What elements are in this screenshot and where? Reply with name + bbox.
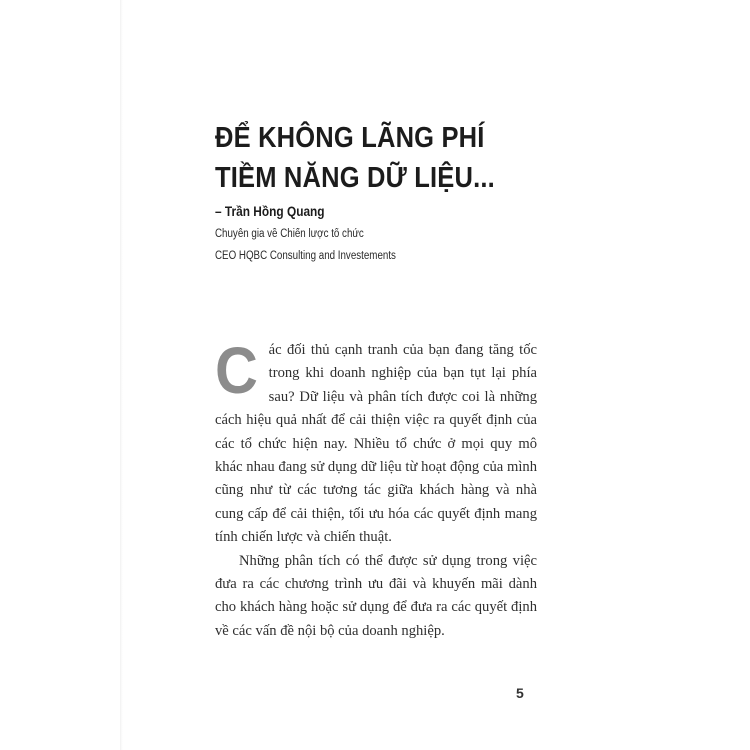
paragraph-1 — [215, 333, 537, 550]
author-name: – Trần Hồng Quang — [215, 204, 325, 219]
paragraph-2: Những phân tích có thể được sử dụng trong việc đưa ra các chương trình ưu đãi và khuyến mãi dành cho khách hàng hoặc sử dụng để đưa ra các quyết định về các vấn đề nội bộ của doanh nghiệp. — [215, 552, 537, 639]
page-number: 5 — [516, 685, 524, 701]
paragraph-1-text: ác đối thủ cạnh tranh của bạn đang tăng tốc trong khi doanh nghiệp của bạn tụt lại phía sau? Dữ liệu và phân tích được coi là những cách hiệu quả nhất để cải thiện việc ra quyết định của các tổ chức hiện nay. Nhiều tổ chức ở mọi quy mô khác nhau đang sử dụng dữ liệu từ hoạt động của mình cũng như từ các tương tác giữa khách hàng và nhà cung cấp để cải thiện, tối ưu hóa các quyết định mang tính chiến lược và chiến thuật. — [215, 342, 537, 546]
chapter-title-line-2: TIỀM NĂNG DỮ LIỆU... — [215, 162, 495, 194]
chapter-title-line-1: ĐỂ KHÔNG LÃNG PHÍ — [215, 122, 485, 154]
page-fold-shadow — [120, 0, 123, 750]
author-role: Chuyên gia về Chiến lược tổ chức — [215, 228, 364, 240]
body-text — [215, 333, 537, 643]
author-company: CEO HQBC Consulting and Investements — [215, 250, 396, 262]
drop-cap: C — [215, 333, 258, 407]
chapter-title — [215, 118, 495, 198]
